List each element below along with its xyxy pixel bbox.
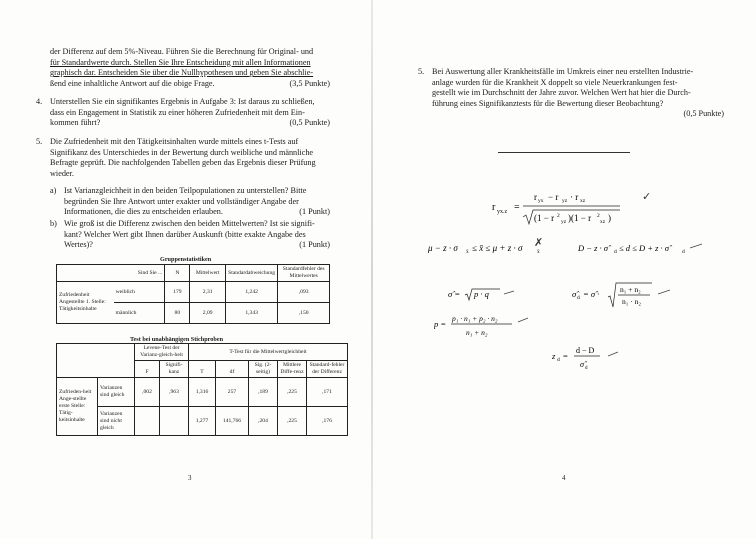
table-row: männlich 80 2,09 1,343 ,150 — [57, 303, 330, 324]
pooled-p-formula — [434, 310, 544, 345]
svg-text:r: r — [492, 202, 496, 213]
svg-text:p =: p = — [434, 319, 447, 329]
sigma-hat-formula — [448, 285, 518, 308]
intro-text: der Differenz auf dem 5%-Niveau. Führen Sie die Berechnung für Original- und für Standardwerte durch. Stellen Sie Ihre Entscheidung mit allen Informationen graphisch dar. Entscheiden Sie über die Nullhypothesen und geben Sie abschlie- ßend eine inhaltliche Antwort auf die obige Frage. (3,5 Punkte) — [50, 47, 330, 88]
svg-text:≤ x̄ ≤ μ + z · σ: ≤ x̄ ≤ μ + z · σ — [472, 243, 523, 253]
svg-text:n₁ + n₂: n₁ + n₂ — [620, 285, 641, 294]
svg-text:x̄: x̄ — [537, 249, 540, 255]
q5-right-number: 5. — [418, 67, 425, 76]
sigma-d-formula — [572, 280, 682, 315]
svg-text:d: d — [557, 357, 560, 363]
svg-text:d − D: d − D — [576, 346, 595, 355]
svg-text:yz: yz — [561, 219, 567, 225]
cross-mark-icon: ✗ — [534, 237, 544, 249]
svg-text:n₁ + n₂: n₁ + n₂ — [466, 328, 488, 337]
ttest-table-title: Test bei unabhängigen Stichproben — [130, 336, 224, 343]
ci-mean-formula — [428, 240, 568, 261]
right-page — [374, 0, 756, 539]
table-row: Varianzen sind nicht gleich 1,277 141,766 ,204 ,225 ,176 — [57, 407, 348, 436]
table-row: Zufrieden-heit Ange-stellte erste Stelle: Tätig-keitsinhalte Varianzen sind gleich ,002 ,963 1,316 257 ,189 ,225 ,171 — [57, 378, 348, 407]
svg-text:d: d — [577, 295, 580, 301]
svg-text:μ − z · σ: μ − z · σ — [428, 243, 458, 253]
svg-text:)(1 − r: )(1 − r — [568, 213, 592, 223]
group-table-title: Gruppenstatistiken — [160, 256, 212, 263]
svg-text:(1 − r: (1 − r — [534, 213, 555, 223]
page-fold — [371, 0, 373, 539]
svg-text:d: d — [585, 366, 588, 371]
question-5b: Wie groß ist die Differenz zwischen den beiden Mittelwerten? Ist sie signifi- kant? Welcher Wert gibt Ihnen darüber Auskunft (bitte exakte Angabe des Wertes)? (1 Punkt) — [64, 219, 330, 250]
svg-text:=: = — [514, 202, 520, 213]
table-header-row: Sind Sie ... N Mittelwert Standardabweichung Standardfehler des Mittelwertes — [57, 265, 330, 282]
svg-text:− r: − r — [548, 192, 559, 202]
svg-text:z: z — [552, 351, 556, 361]
svg-text:D − z · σ̂: D − z · σ̂ — [578, 243, 608, 253]
partial-correlation-formula — [490, 188, 640, 228]
question-4: Unterstellen Sie ein signifikantes Ergebnis in Aufgabe 3: Ist daraus zu schließen, dass ein Engagement in Statistik zu einer höheren Zufriedenheit mit dem Ein- kommen führt? (0,5 Punkte) — [50, 97, 330, 128]
qa-label: a) — [50, 186, 57, 195]
left-page — [0, 0, 372, 539]
svg-text:): ) — [608, 213, 611, 223]
svg-text:σ̂ =: σ̂ = — [448, 289, 461, 299]
group-statistics-table — [56, 264, 330, 324]
svg-text:σ̂: σ̂ — [572, 289, 577, 299]
table-row: Zufriedenheit Angestellte 1. Stelle: Tätigkeitsinhalte weiblich 179 2,31 1,242 ,093 — [57, 282, 330, 303]
svg-text:· r: · r — [570, 192, 579, 202]
svg-text:≤ d ≤ D + z · σ̂: ≤ d ≤ D + z · σ̂ — [619, 243, 669, 253]
svg-text:p · q: p · q — [474, 289, 489, 299]
question-5: Die Zufriedenheit mit den Tätigkeitsinhalten wurde mittels eines t-Tests auf Signifikanz des Unterschiedes in der Bewertung durch weibliche und männliche Befragte geprüft. Die nachfolgenden Tabellen geben das Ergebnis dieser Prüfung wieder. — [50, 137, 316, 178]
svg-text:2: 2 — [597, 213, 600, 219]
svg-text:yx: yx — [538, 198, 544, 204]
independent-samples-test-table: Levene-Test der Varianz-gleich-heit T-Test für die Mittelwertgleichheit F Signifi-kanz T df Sig. (2-seitig) Mittlere Diffe-renz Standard-fehler der Differenz Zufrieden-heit Ange-stellte erste Stelle: Tätig-keitsinhalte Varianzen sind gleich ,002 ,963 1,316 257 ,189 ,225 ,171 Varianzen sind nicht gleich 1,277 141,766 ,204 ,225 ,176 — [56, 343, 348, 436]
qb-label: b) — [50, 219, 57, 228]
svg-text:p₁ · n₁ + p₂ · n₂: p₁ · n₁ + p₂ · n₂ — [452, 314, 498, 323]
question-5-right: Bei Auswertung aller Krankheitsfälle im Umkreis einer neu erstellten Industrie- anlage wurden für die Krankheit X doppelt so viele Neuerkrankungen fest- gestellt wie im Durchschnitt der Jahre zuvor. Welchen Wert hat hier die Durch- führung eines Signifikanztests für die Bewertung dieser Beobachtung? (0,5 Punkte) — [432, 67, 724, 119]
table-header-row: F Signifi-kanz T df Sig. (2-seitig) Mittlere Diffe-renz Standard-fehler der Differenz — [57, 361, 348, 378]
q5-number: 5. — [36, 137, 43, 146]
svg-text:n₁ · n₂: n₁ · n₂ — [622, 297, 641, 306]
z-d-formula — [552, 342, 632, 377]
svg-text:=: = — [563, 351, 568, 361]
ci-difference-formula — [578, 240, 708, 261]
svg-text:σ̂: σ̂ — [580, 360, 584, 369]
svg-text:r: r — [534, 192, 537, 202]
checkmark-icon: ✓ — [642, 191, 652, 203]
question-5a: Ist Varianzgleichheit in den beiden Teilpopulationen zu unterstellen? Bitte begründen Sie Ihre Antwort unter exakter und vollständiger Angabe der Informationen, die dies zu entscheiden erlauben. (1 Punkt) — [64, 186, 330, 217]
svg-text:xz: xz — [600, 219, 606, 225]
svg-text:d: d — [614, 249, 617, 255]
separator-line — [498, 152, 630, 153]
svg-text:x̄: x̄ — [466, 249, 469, 255]
svg-text:= σ̂ ·: = σ̂ · — [583, 289, 600, 299]
svg-text:xz: xz — [580, 198, 586, 204]
svg-text:2: 2 — [557, 213, 560, 219]
svg-text:yx.z: yx.z — [497, 209, 508, 215]
q4-number: 4. — [36, 97, 43, 106]
svg-text:yz: yz — [562, 198, 568, 204]
svg-text:d: d — [682, 249, 685, 255]
partial-correlation-svg — [490, 188, 640, 228]
page-number-right: 4 — [562, 474, 566, 482]
page-number-left: 3 — [188, 474, 192, 482]
